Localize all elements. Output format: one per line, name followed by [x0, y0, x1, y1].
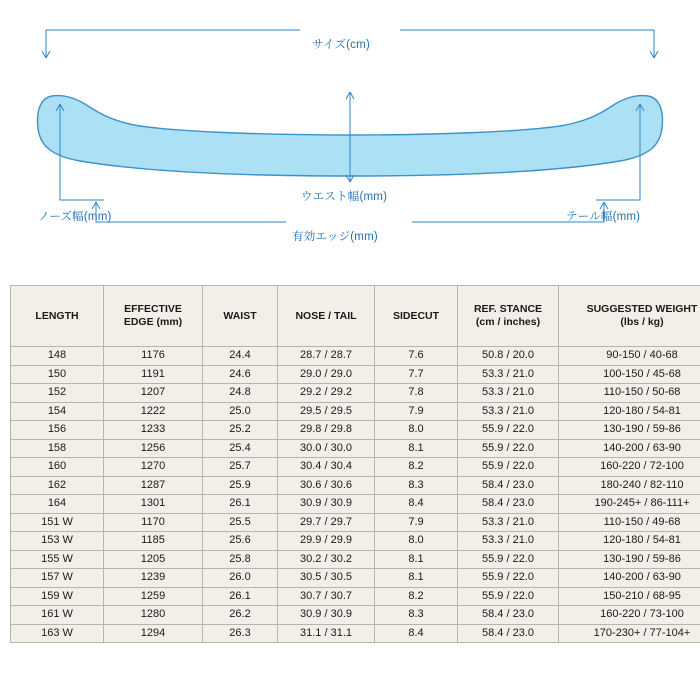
cell-sidecut: 8.1: [375, 569, 458, 588]
cell-ref-stance: 58.4 / 23.0: [458, 624, 559, 643]
header-effective-edge-line2: EDGE (mm): [123, 316, 183, 328]
cell-waist: 24.8: [203, 384, 278, 403]
cell-effective-edge: 1185: [104, 532, 203, 551]
cell-length: 162: [11, 476, 104, 495]
cell-ref-stance: 55.9 / 22.0: [458, 439, 559, 458]
table-row: [11, 421, 700, 440]
table-row: [11, 624, 700, 643]
table-row: [11, 384, 700, 403]
header-suggested-weight-line1: SUGGESTED WEIGHT: [586, 303, 698, 315]
cell-ref-stance: 50.8 / 20.0: [458, 347, 559, 366]
cell-nose-tail: 29.8 / 29.8: [278, 421, 375, 440]
cell-sidecut: 7.9: [375, 513, 458, 532]
header-sidecut: [375, 286, 458, 347]
cell-ref-stance: 58.4 / 23.0: [458, 476, 559, 495]
cell-ref-stance: 55.9 / 22.0: [458, 421, 559, 440]
cell-length: 161 W: [11, 606, 104, 625]
cell-nose-tail: 29.9 / 29.9: [278, 532, 375, 551]
cell-suggested-weight: 160-220 / 72-100: [559, 458, 700, 477]
cell-nose-tail: 30.5 / 30.5: [278, 569, 375, 588]
cell-suggested-weight: 140-200 / 63-90: [559, 569, 700, 588]
label-effective-edge: 有効エッジ(mm): [292, 231, 378, 243]
cell-effective-edge: 1191: [104, 365, 203, 384]
cell-effective-edge: 1233: [104, 421, 203, 440]
cell-sidecut: 8.2: [375, 587, 458, 606]
cell-effective-edge: 1239: [104, 569, 203, 588]
cell-sidecut: 8.4: [375, 624, 458, 643]
cell-sidecut: 7.9: [375, 402, 458, 421]
cell-nose-tail: 29.5 / 29.5: [278, 402, 375, 421]
cell-suggested-weight: 190-245+ / 86-111+: [559, 495, 700, 514]
cell-suggested-weight: 120-180 / 54-81: [559, 402, 700, 421]
header-ref-stance: [458, 286, 559, 347]
header-ref-stance-line1: REF. STANCE: [473, 303, 543, 315]
spec-table-wrapper: [10, 285, 698, 643]
cell-effective-edge: 1259: [104, 587, 203, 606]
cell-suggested-weight: 170-230+ / 77-104+: [559, 624, 700, 643]
cell-sidecut: 7.6: [375, 347, 458, 366]
cell-ref-stance: 53.3 / 21.0: [458, 384, 559, 403]
cell-sidecut: 8.1: [375, 439, 458, 458]
cell-ref-stance: 55.9 / 22.0: [458, 550, 559, 569]
cell-ref-stance: 58.4 / 23.0: [458, 495, 559, 514]
cell-length: 156: [11, 421, 104, 440]
cell-nose-tail: 30.2 / 30.2: [278, 550, 375, 569]
spec-table: [10, 285, 700, 643]
cell-waist: 26.1: [203, 495, 278, 514]
header-waist: [203, 286, 278, 347]
cell-effective-edge: 1205: [104, 550, 203, 569]
cell-suggested-weight: 160-220 / 73-100: [559, 606, 700, 625]
cell-ref-stance: 55.9 / 22.0: [458, 458, 559, 477]
cell-effective-edge: 1207: [104, 384, 203, 403]
cell-sidecut: 7.7: [375, 365, 458, 384]
cell-effective-edge: 1294: [104, 624, 203, 643]
cell-waist: 25.9: [203, 476, 278, 495]
cell-waist: 25.7: [203, 458, 278, 477]
cell-length: 148: [11, 347, 104, 366]
table-row: [11, 347, 700, 366]
header-sidecut-line1: SIDECUT: [392, 309, 440, 322]
snowboard-diagram: [0, 0, 700, 262]
cell-nose-tail: 31.1 / 31.1: [278, 624, 375, 643]
label-tail-width: テール幅(mm): [566, 211, 641, 223]
cell-nose-tail: 30.4 / 30.4: [278, 458, 375, 477]
table-row: [11, 402, 700, 421]
cell-nose-tail: 30.7 / 30.7: [278, 587, 375, 606]
cell-sidecut: 8.3: [375, 606, 458, 625]
table-row: [11, 606, 700, 625]
cell-waist: 25.2: [203, 421, 278, 440]
cell-length: 154: [11, 402, 104, 421]
cell-length: 151 W: [11, 513, 104, 532]
cell-nose-tail: 30.9 / 30.9: [278, 495, 375, 514]
cell-ref-stance: 58.4 / 23.0: [458, 606, 559, 625]
spec-table-head: [11, 286, 700, 347]
cell-sidecut: 8.1: [375, 550, 458, 569]
cell-effective-edge: 1301: [104, 495, 203, 514]
cell-sidecut: 8.0: [375, 421, 458, 440]
cell-sidecut: 8.0: [375, 532, 458, 551]
cell-effective-edge: 1176: [104, 347, 203, 366]
cell-waist: 26.1: [203, 587, 278, 606]
cell-length: 150: [11, 365, 104, 384]
cell-length: 160: [11, 458, 104, 477]
cell-ref-stance: 53.3 / 21.0: [458, 402, 559, 421]
cell-length: 164: [11, 495, 104, 514]
cell-nose-tail: 29.2 / 29.2: [278, 384, 375, 403]
cell-waist: 25.0: [203, 402, 278, 421]
label-waist-width: ウエスト幅(mm): [301, 191, 388, 203]
cell-ref-stance: 53.3 / 21.0: [458, 513, 559, 532]
cell-ref-stance: 55.9 / 22.0: [458, 569, 559, 588]
cell-nose-tail: 29.0 / 29.0: [278, 365, 375, 384]
cell-nose-tail: 30.0 / 30.0: [278, 439, 375, 458]
header-length: [11, 286, 104, 347]
header-suggested-weight: [559, 286, 700, 347]
spec-table-body: [11, 347, 700, 643]
cell-effective-edge: 1222: [104, 402, 203, 421]
cell-suggested-weight: 130-190 / 59-86: [559, 421, 700, 440]
cell-suggested-weight: 120-180 / 54-81: [559, 532, 700, 551]
cell-length: 158: [11, 439, 104, 458]
cell-ref-stance: 55.9 / 22.0: [458, 587, 559, 606]
cell-ref-stance: 53.3 / 21.0: [458, 532, 559, 551]
cell-waist: 24.6: [203, 365, 278, 384]
cell-effective-edge: 1280: [104, 606, 203, 625]
cell-length: 152: [11, 384, 104, 403]
table-row: [11, 439, 700, 458]
cell-suggested-weight: 110-150 / 50-68: [559, 384, 700, 403]
header-nose-tail: [278, 286, 375, 347]
table-row: [11, 495, 700, 514]
cell-waist: 26.0: [203, 569, 278, 588]
cell-nose-tail: 30.6 / 30.6: [278, 476, 375, 495]
cell-suggested-weight: 180-240 / 82-110: [559, 476, 700, 495]
table-row: [11, 587, 700, 606]
table-row: [11, 532, 700, 551]
effective-edge-dimension-line: [92, 202, 608, 222]
label-nose-width: ノーズ幅(mm): [38, 211, 112, 223]
cell-nose-tail: 30.9 / 30.9: [278, 606, 375, 625]
cell-ref-stance: 53.3 / 21.0: [458, 365, 559, 384]
cell-sidecut: 8.3: [375, 476, 458, 495]
header-row: [11, 286, 700, 347]
cell-nose-tail: 28.7 / 28.7: [278, 347, 375, 366]
header-effective-edge-line1: EFFECTIVE: [124, 303, 182, 315]
table-row: [11, 550, 700, 569]
cell-waist: 26.2: [203, 606, 278, 625]
table-row: [11, 476, 700, 495]
table-row: [11, 365, 700, 384]
cell-length: 153 W: [11, 532, 104, 551]
cell-length: 159 W: [11, 587, 104, 606]
cell-suggested-weight: 100-150 / 45-68: [559, 365, 700, 384]
cell-waist: 25.8: [203, 550, 278, 569]
cell-effective-edge: 1287: [104, 476, 203, 495]
cell-waist: 25.5: [203, 513, 278, 532]
cell-length: 163 W: [11, 624, 104, 643]
cell-nose-tail: 29.7 / 29.7: [278, 513, 375, 532]
cell-effective-edge: 1170: [104, 513, 203, 532]
cell-sidecut: 7.8: [375, 384, 458, 403]
cell-length: 157 W: [11, 569, 104, 588]
header-ref-stance-line2: (cm / inches): [475, 316, 541, 328]
header-suggested-weight-line2: (lbs / kg): [620, 316, 664, 328]
cell-suggested-weight: 110-150 / 49-68: [559, 513, 700, 532]
cell-suggested-weight: 140-200 / 63-90: [559, 439, 700, 458]
table-row: [11, 569, 700, 588]
cell-sidecut: 8.4: [375, 495, 458, 514]
cell-suggested-weight: 90-150 / 40-68: [559, 347, 700, 366]
cell-waist: 24.4: [203, 347, 278, 366]
header-waist-line1: WAIST: [223, 309, 257, 322]
header-nose-tail-line1: NOSE / TAIL: [295, 309, 357, 322]
header-length-line1: LENGTH: [35, 309, 79, 322]
cell-waist: 26.3: [203, 624, 278, 643]
cell-effective-edge: 1270: [104, 458, 203, 477]
cell-sidecut: 8.2: [375, 458, 458, 477]
cell-waist: 25.6: [203, 532, 278, 551]
table-row: [11, 458, 700, 477]
cell-effective-edge: 1256: [104, 439, 203, 458]
cell-length: 155 W: [11, 550, 104, 569]
table-row: [11, 513, 700, 532]
cell-waist: 25.4: [203, 439, 278, 458]
cell-suggested-weight: 130-190 / 59-86: [559, 550, 700, 569]
label-size: サイズ(cm): [312, 39, 370, 51]
header-effective-edge: [104, 286, 203, 347]
cell-suggested-weight: 150-210 / 68-95: [559, 587, 700, 606]
